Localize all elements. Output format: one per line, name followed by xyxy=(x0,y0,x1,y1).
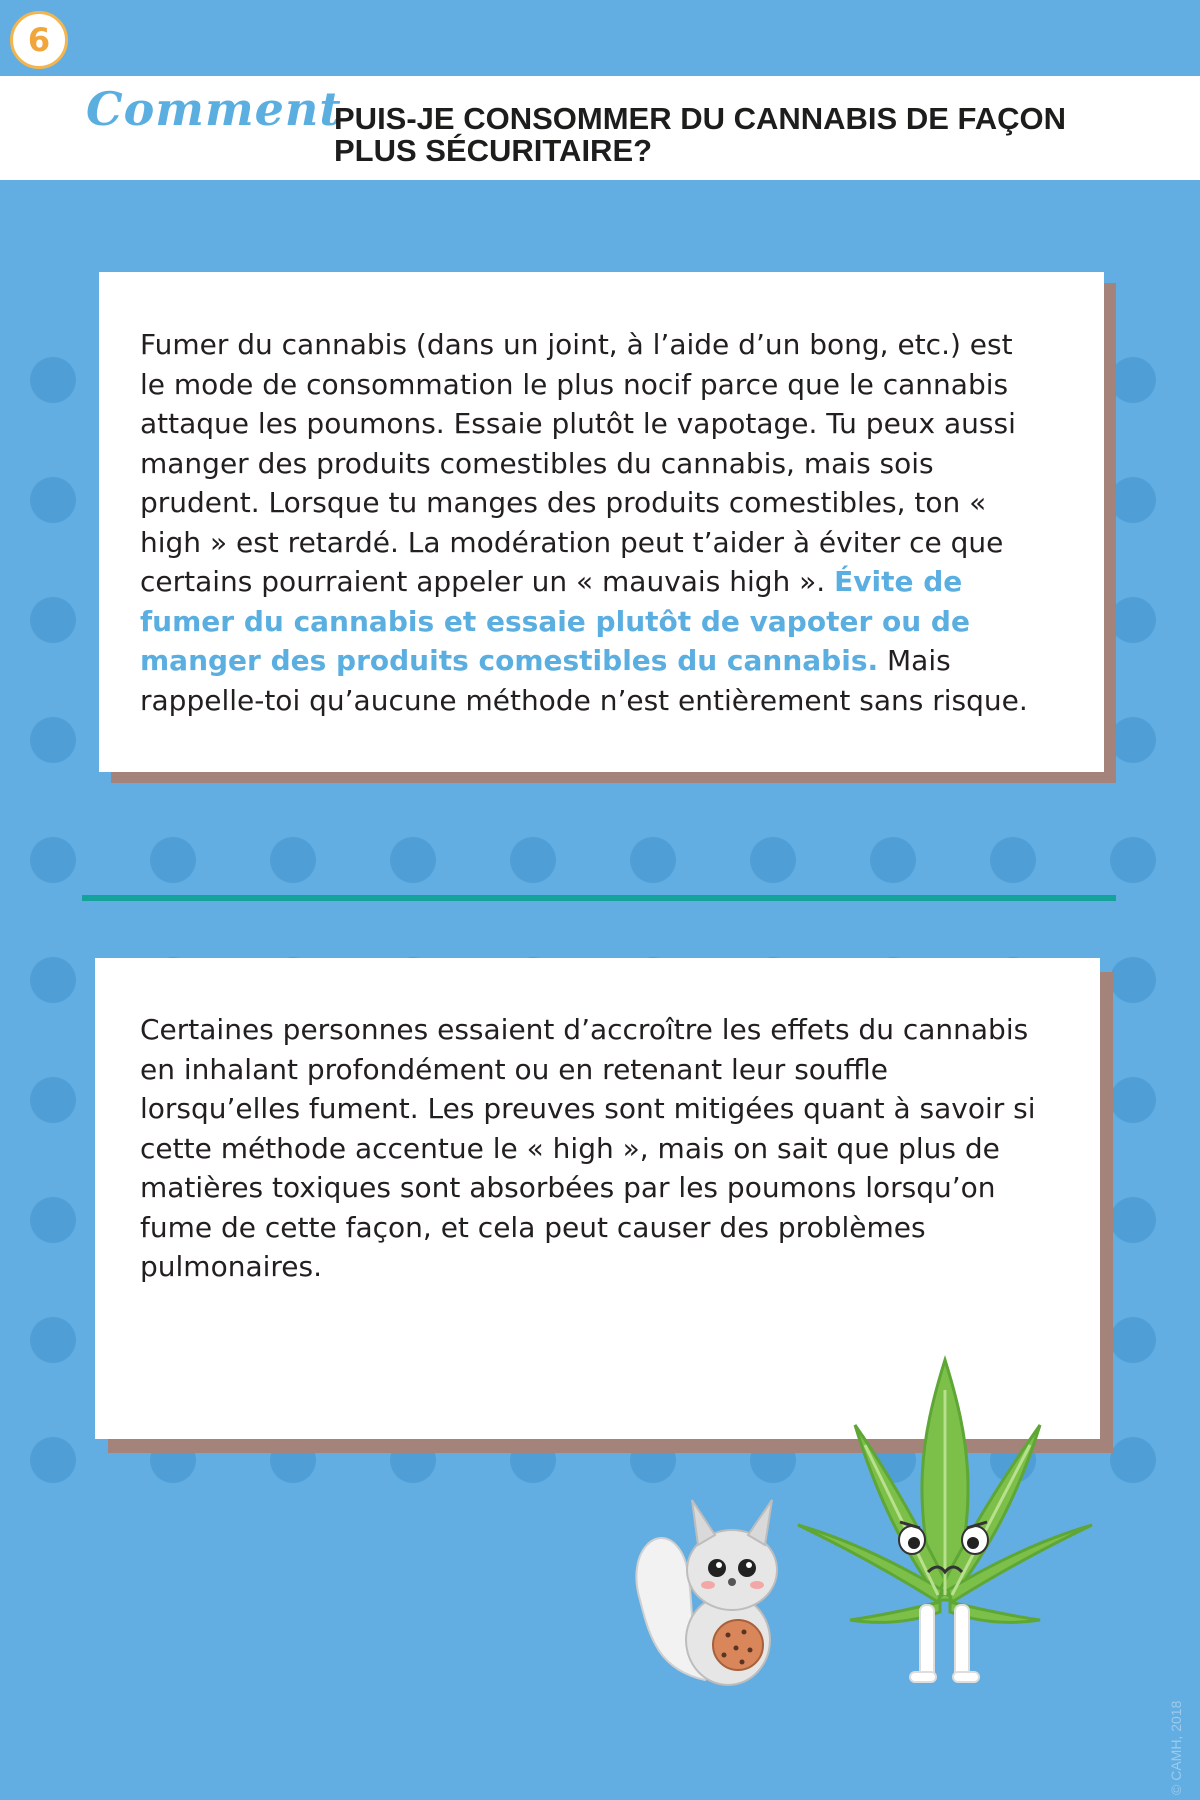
background-dot xyxy=(270,837,316,883)
background-dot xyxy=(30,1077,76,1123)
copyright-notice: © CAMH, 2018 xyxy=(1168,1700,1184,1795)
background-dot xyxy=(1110,597,1156,643)
background-dot xyxy=(150,837,196,883)
background-dot xyxy=(30,957,76,1003)
background-dot xyxy=(630,837,676,883)
section-divider xyxy=(82,895,1116,901)
page-title: PUIS-JE CONSOMMER DU CANNABIS DE FAÇON PLUS SÉCURITAIRE? xyxy=(334,101,1066,168)
cannabis-leaf-character xyxy=(798,1360,1092,1682)
card1-paragraph xyxy=(140,325,1046,720)
background-dot xyxy=(870,837,916,883)
info-card-1 xyxy=(99,272,1104,772)
background-dot xyxy=(30,837,76,883)
background-dot xyxy=(390,837,436,883)
background-dot xyxy=(1110,1077,1156,1123)
card1-text-outro: Mais rappelle-toi qu’aucune méthode n’est entièrement sans risque. xyxy=(140,644,1028,717)
squirrel-character xyxy=(636,1500,777,1685)
background-dot xyxy=(30,717,76,763)
card1-text-highlight: Évite de fumer du cannabis et essaie plutôt de vapoter ou de manger des produits comestibles du cannabis. xyxy=(140,565,970,677)
background-dot xyxy=(1110,477,1156,523)
background-dot xyxy=(1110,1197,1156,1243)
page-number: 6 xyxy=(27,21,51,59)
background-dot xyxy=(30,597,76,643)
background-dot xyxy=(1110,357,1156,403)
background-dot xyxy=(1110,957,1156,1003)
background-dot xyxy=(30,1317,76,1363)
characters-illustration xyxy=(620,1350,1120,1720)
background-dot xyxy=(30,477,76,523)
background-dot xyxy=(1110,717,1156,763)
background-dot xyxy=(510,837,556,883)
background-dot xyxy=(30,357,76,403)
background-dot xyxy=(1110,837,1156,883)
background-dot xyxy=(990,837,1036,883)
background-dot xyxy=(750,837,796,883)
header-accent-word: Comment xyxy=(86,82,342,136)
card1-text-intro: Fumer du cannabis (dans un joint, à l’aide d’un bong, etc.) est le mode de consommation le plus nocif parce que le cannabis attaque les poumons. Essaie plutôt le vapotage. Tu peux aussi manger des produits comestibles du cannabis, mais sois prudent. Lorsque tu manges des produits comestibles, ton « high » est retardé. La modération peut t’aider à éviter ce que certains pourraient appeler un « mauvais high ». xyxy=(140,328,1016,598)
background-dot xyxy=(30,1197,76,1243)
card2-paragraph: Certaines personnes essaient d’accroître les effets du cannabis en inhalant profondément ou en retenant leur souffle lorsqu’elles fument. Les preuves sont mitigées quant à savoir si cette méthode accentue le « high », mais on sait que plus de matières toxiques sont absorbées par les poumons lorsqu’on fume de cette façon, et cela peut causer des problèmes pulmonaires. xyxy=(140,1013,1036,1283)
background-dot xyxy=(30,1437,76,1483)
page-number-badge xyxy=(10,11,68,69)
